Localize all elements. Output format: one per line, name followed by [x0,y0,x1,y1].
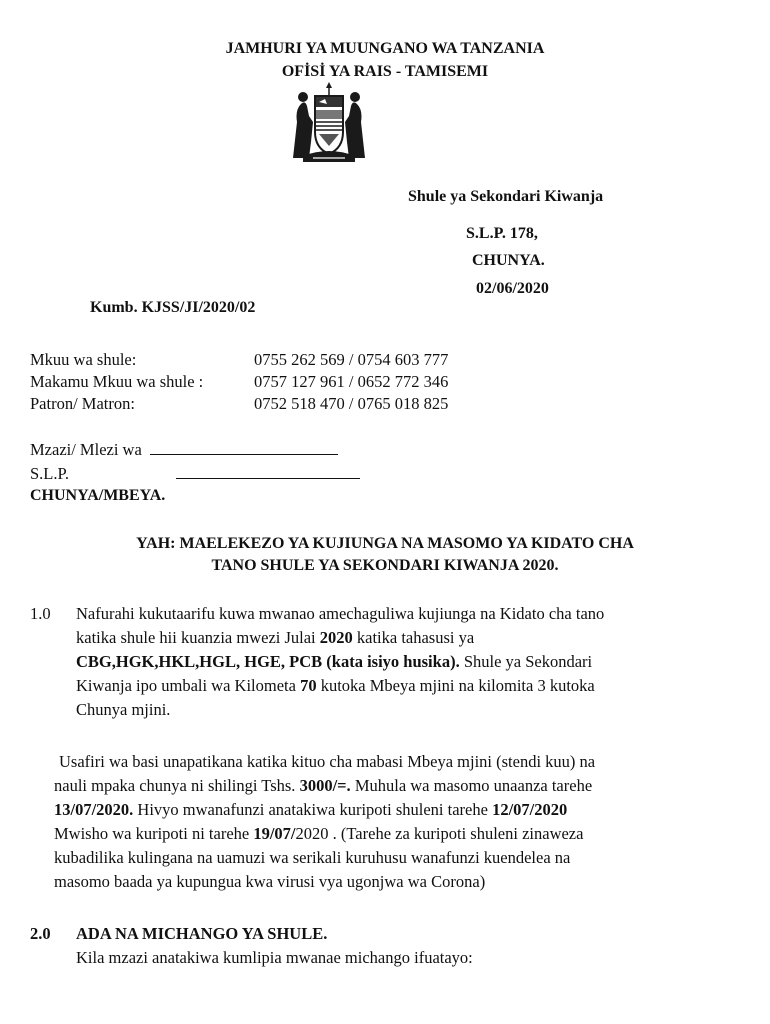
contact-row [30,350,490,372]
text-line: Kiwanja ipo umbali wa Kilometa 70 kutoka Mbeya mjini na kilomita 3 kutoka [76,676,595,695]
text-line: katika shule hii kuanzia mwezi Julai 2020 katika tahasusi ya [76,628,475,647]
text-line: Nafurahi kukutaarifu kuwa mwanao amechaguliwa kujiunga na Kidato cha tano [76,604,605,623]
section-number: 2.0 [30,924,51,943]
transport-paragraph [54,750,595,894]
text-line: 13/07/2020. Hivyo mwanafunzi anatakiwa kuripoti shuleni tarehe 12/07/2020 [54,800,568,819]
recipient-po-line [30,462,360,486]
section-number: 1.0 [30,604,51,623]
contact-label: Mkuu wa shule: [30,350,137,369]
contact-phones: 0757 127 961 / 0652 772 346 [254,372,449,391]
text-line: CBG,HGK,HKL,HGL, HGE, PCB (kata isiyo husika). Shule ya Sekondari [76,652,593,671]
blank-line [150,440,338,455]
text-line: Mwisho wa kuripoti ni tarehe 19/07/2020 . (Tarehe za kuripoti shuleni zinaweza [54,824,584,843]
recipient-po-label: S.L.P. [30,464,69,483]
subject-line2: TANO SHULE YA SEKONDARI KIWANJA 2020. [211,557,559,574]
contact-phones: 0755 262 569 / 0754 603 777 [254,350,449,369]
po-box: S.L.P. 178, [466,225,538,242]
section2-paragraph [76,922,473,970]
header-republic: JAMHURI YA MUUNGANO WA TANZANIA [225,40,545,57]
recipient-line [30,438,338,462]
town: CHUNYA. [472,252,545,269]
contact-row [30,372,490,394]
text-line: nauli mpaka chunya ni shilingi Tshs. 3000/=. Muhula wa masomo unaanza tarehe [54,776,593,795]
text-line: Chunya mjini. [76,700,171,719]
coat-of-arms-icon [283,82,375,164]
subject-line1: YAH: MAELEKEZO YA KUJIUNGA NA MASOMO YA KIDATO CHA [136,535,634,552]
contact-phones: 0752 518 470 / 0765 018 825 [254,394,449,413]
recipient-label: Mzazi/ Mlezi wa [30,440,142,459]
text-line: Kila mzazi anatakiwa kumlipia mwanae michango ifuatayo: [76,948,473,967]
contact-row [30,394,490,416]
text-line: masomo baada ya kupungua kwa virusi vya ugonjwa wa Corona) [54,872,486,891]
text-line: Usafiri wa basi unapatikana katika kituo cha mabasi Mbeya mjini (stendi kuu) na [59,752,596,771]
reference-number: Kumb. KJSS/JI/2020/02 [90,299,256,316]
section1-paragraph [76,602,604,722]
blank-line [176,464,360,479]
school-name: Shule ya Sekondari Kiwanja [408,188,604,205]
text-line: kubadilika kulingana na uamuzi wa serikali kuruhusu wanafunzi kuendelea na [54,848,571,867]
section-title: ADA NA MICHANGO YA SHULE. [76,924,328,943]
header-office: OFİSİ YA RAIS - TAMISEMI [281,63,489,80]
recipient-town: CHUNYA/MBEYA. [30,487,166,504]
subject-combinations: CBG,HGK,HKL,HGL, HGE, PCB (kata isiyo husika). [76,652,460,671]
contact-label: Patron/ Matron: [30,394,135,413]
contact-label: Makamu Mkuu wa shule : [30,372,204,391]
letter-date: 02/06/2020 [476,280,549,297]
